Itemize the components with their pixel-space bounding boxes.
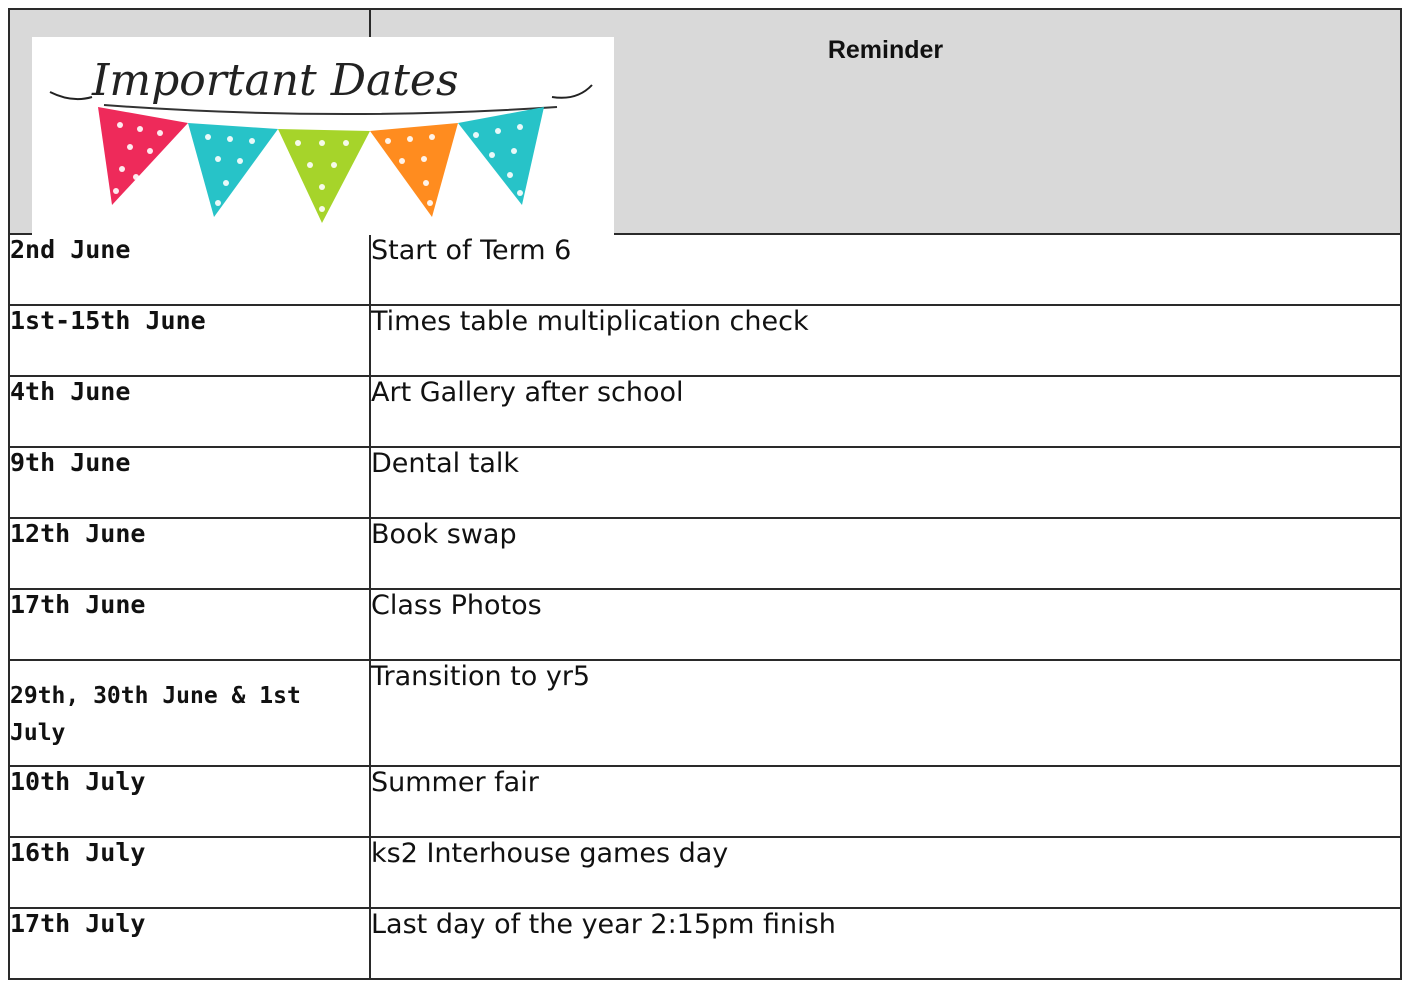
event-cell: Class Photos [370,589,1401,660]
date-cell: 10th July [9,766,370,837]
important-dates-table [8,8,1402,980]
bunting-flags [98,107,544,223]
flag-4 [370,123,458,217]
date-cell: 12th June [9,518,370,589]
date-cell: 2nd June [9,234,370,305]
date-cell: 17th July [9,908,370,979]
event-cell: Art Gallery after school [370,376,1401,447]
event-cell: Dental talk [370,447,1401,518]
banner-title: Important Dates [92,55,459,106]
event-cell: Times table multiplication check [370,305,1401,376]
event-cell: Start of Term 6 [370,234,1401,305]
event-cell: Book swap [370,518,1401,589]
table-row [9,447,1401,518]
date-cell: 1st-15th June [9,305,370,376]
bunting-banner-image [32,37,614,235]
table-row [9,518,1401,589]
date-cell: 9th June [9,447,370,518]
table-row [9,589,1401,660]
flag-2 [188,123,278,217]
event-cell: Last day of the year 2:15pm finish [370,908,1401,979]
table-row [9,766,1401,837]
table-row [9,234,1401,305]
date-cell: 4th June [9,376,370,447]
flag-5 [458,107,544,205]
date-cell: 17th June [9,589,370,660]
table-row [9,908,1401,979]
important-dates-banner [32,37,614,235]
event-cell: ks2 Interhouse games day [370,837,1401,908]
reminder-heading: Reminder [827,36,944,64]
date-cell: 29th, 30th June & 1st July [9,660,370,766]
banner-cell [9,9,459,234]
flag-1 [98,107,188,205]
table-row [9,305,1401,376]
date-cell: 16th July [9,837,370,908]
table-row [9,660,1401,766]
header-row [9,9,1401,234]
table-row [9,837,1401,908]
event-cell: Transition to yr5 [370,660,1401,766]
event-cell: Summer fair [370,766,1401,837]
table-row [9,376,1401,447]
